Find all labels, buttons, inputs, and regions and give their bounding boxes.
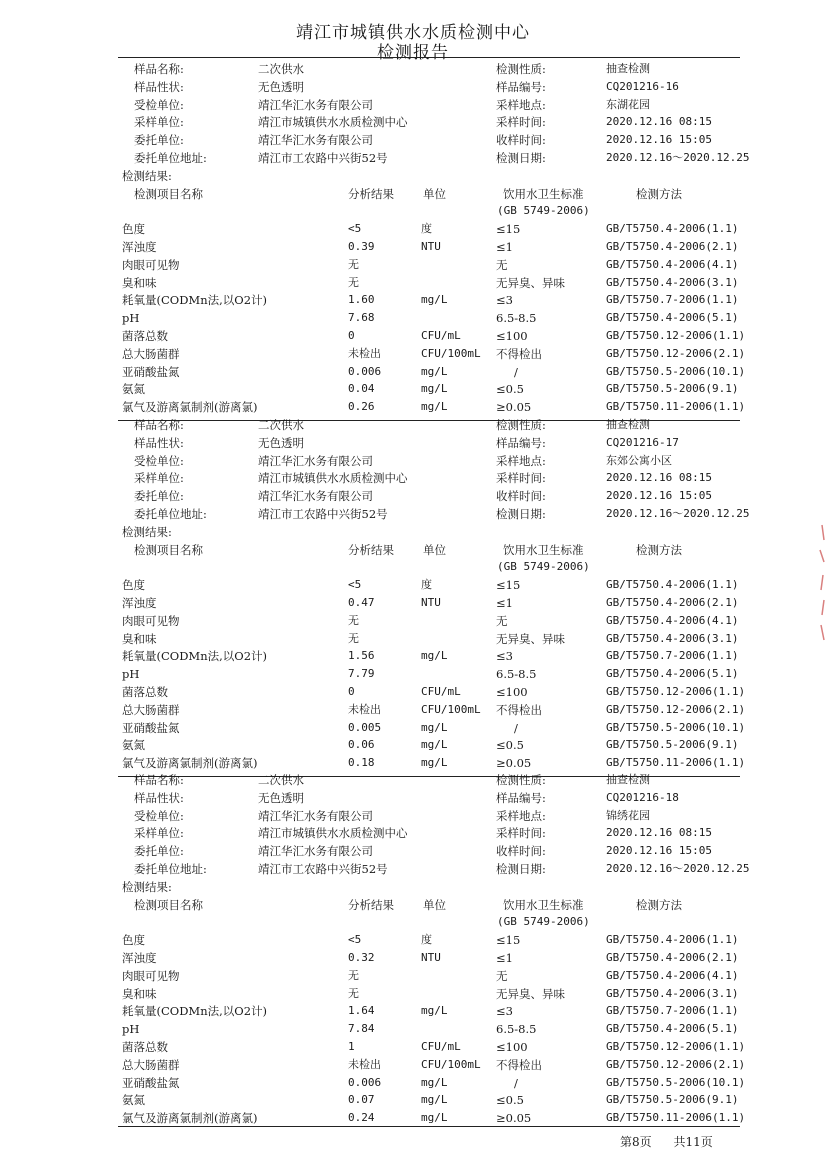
cell-item: 总大肠菌群 [122, 1057, 180, 1072]
cell-standard: ≥0.05 [496, 756, 532, 771]
info-label: 样品性状: [134, 435, 184, 450]
info-value: 靖江市城镇供水水质检测中心 [258, 471, 408, 486]
cell-method: GB/T5750.5-2006(10.1) [606, 364, 746, 378]
cell-result: 0.04 [348, 382, 375, 396]
cell-standard: 6.5-8.5 [496, 1022, 537, 1037]
info-value: 锦绣花园 [606, 808, 650, 822]
cell-item: 肉眼可见物 [122, 613, 180, 628]
cell-method: GB/T5750.7-2006(1.1) [606, 649, 739, 663]
cell-item: 菌落总数 [122, 685, 168, 699]
cell-unit: 度 [421, 222, 432, 236]
cell-unit: CFU/mL [421, 685, 461, 698]
info-label: 采样单位: [134, 826, 184, 841]
col-header-item: 检测项目名称 [134, 897, 203, 912]
col-header-unit: 单位 [423, 186, 446, 201]
cell-result: 未检出 [348, 1057, 381, 1071]
cell-result: 无 [348, 968, 359, 982]
cell-result: <5 [348, 578, 362, 592]
cell-method: GB/T5750.5-2006(9.1) [606, 382, 739, 396]
page-number: 第8页 [620, 1135, 652, 1149]
info-label: 检测性质: [496, 773, 546, 787]
cell-standard: / [514, 1075, 518, 1090]
col-header-unit: 单位 [423, 897, 446, 912]
cell-standard: 6.5-8.5 [496, 311, 537, 326]
cell-standard: 6.5-8.5 [496, 667, 537, 682]
divider [118, 1126, 740, 1127]
cell-result: 无 [348, 631, 359, 645]
info-value: 靖江市城镇供水水质检测中心 [258, 826, 408, 841]
cell-method: GB/T5750.11-2006(1.1) [606, 400, 746, 414]
info-label: 样品名称: [134, 773, 184, 787]
cell-method: GB/T5750.4-2006(1.1) [606, 222, 739, 236]
cell-result: <5 [348, 222, 362, 236]
cell-method: GB/T5750.12-2006(1.1) [606, 1040, 746, 1053]
cell-result: 无 [348, 257, 359, 271]
cell-unit: NTU [421, 951, 441, 964]
col-header-standard: 饮用水卫生标准 [503, 897, 584, 912]
cell-method: GB/T5750.12-2006(2.1) [606, 346, 746, 360]
info-value: 靖江华汇水务有限公司 [258, 97, 373, 112]
info-value: 靖江华汇水务有限公司 [258, 489, 373, 504]
info-label: 受检单位: [134, 97, 184, 112]
info-label: 受检单位: [134, 808, 184, 823]
cell-item: 亚硝酸盐氮 [122, 364, 180, 379]
cell-unit: CFU/mL [421, 1040, 461, 1053]
results-heading: 检测结果: [122, 879, 172, 894]
info-value: CQ201216-18 [606, 790, 679, 804]
cell-unit: CFU/100mL [421, 1057, 481, 1071]
cell-result: 7.79 [348, 667, 375, 681]
info-value: 抽查检测 [606, 418, 650, 431]
info-label: 收样时间: [496, 133, 546, 148]
cell-item: 氯气及游离氯制剂(游离氯) [122, 400, 258, 415]
cell-result: 0.47 [348, 596, 375, 609]
cell-standard: ≤3 [496, 1004, 513, 1019]
cell-method: GB/T5750.5-2006(9.1) [606, 738, 739, 752]
cell-result: 0.06 [348, 738, 375, 752]
info-value: 2020.12.16～2020.12.25 [606, 507, 750, 520]
info-value: 无色透明 [258, 435, 304, 450]
col-header-method: 检测方法 [636, 542, 682, 557]
cell-unit: CFU/100mL [421, 702, 481, 716]
cell-result: 未检出 [348, 346, 381, 360]
results-heading: 检测结果: [122, 168, 172, 183]
cell-item: 色度 [122, 222, 145, 237]
cell-method: GB/T5750.12-2006(2.1) [606, 702, 746, 716]
cell-standard: ≥0.05 [496, 1111, 532, 1126]
cell-method: GB/T5750.7-2006(1.1) [606, 293, 739, 307]
col-header-standard-code: (GB 5749-2006) [497, 204, 590, 218]
cell-result: 0.005 [348, 720, 382, 734]
cell-standard: ≤15 [496, 933, 521, 948]
cell-method: GB/T5750.5-2006(9.1) [606, 1093, 739, 1107]
cell-method: GB/T5750.7-2006(1.1) [606, 1004, 739, 1018]
info-label: 委托单位: [134, 844, 184, 859]
cell-unit: mg/L [421, 756, 448, 770]
info-value: 2020.12.16 15:05 [606, 489, 712, 503]
cell-item: 亚硝酸盐氮 [122, 720, 180, 735]
info-label: 采样地点: [496, 808, 546, 823]
cell-result: 0.07 [348, 1093, 375, 1107]
report-org-title: 靖江市城镇供水水质检测中心 [296, 23, 530, 43]
info-value: 二次供水 [258, 62, 304, 76]
col-header-method: 检测方法 [636, 897, 682, 912]
cell-standard: ≤1 [496, 596, 513, 610]
cell-result: 1.56 [348, 649, 375, 663]
info-value: CQ201216-16 [606, 79, 679, 93]
cell-unit: mg/L [421, 738, 448, 752]
cell-item: 色度 [122, 933, 145, 948]
cell-result: 0 [348, 685, 355, 698]
cell-result: 7.68 [348, 311, 375, 325]
col-header-result: 分析结果 [348, 542, 394, 557]
cell-unit: mg/L [421, 649, 448, 663]
cell-unit: mg/L [421, 382, 448, 396]
cell-result: 1.64 [348, 1004, 375, 1018]
cell-result: <5 [348, 933, 362, 947]
results-heading: 检测结果: [122, 524, 172, 539]
cell-item: 浑浊度 [122, 240, 157, 254]
col-header-standard: 饮用水卫生标准 [503, 186, 584, 201]
info-label: 样品性状: [134, 790, 184, 805]
cell-method: GB/T5750.4-2006(5.1) [606, 1022, 739, 1036]
info-label: 样品性状: [134, 79, 184, 94]
cell-standard: ≤0.5 [496, 382, 524, 397]
cell-item: 氨氮 [122, 738, 145, 753]
cell-unit: mg/L [421, 720, 448, 734]
cell-item: 总大肠菌群 [122, 702, 180, 717]
info-label: 委托单位地址: [134, 151, 207, 165]
cell-item: 氨氮 [122, 1093, 145, 1108]
report-title: 检测报告 [377, 43, 449, 63]
cell-result: 无 [348, 986, 359, 1000]
info-value: 2020.12.16 08:15 [606, 471, 712, 485]
col-header-standard: 饮用水卫生标准 [503, 542, 584, 557]
info-label: 委托单位: [134, 133, 184, 148]
cell-standard: ≤15 [496, 222, 521, 237]
cell-method: GB/T5750.4-2006(2.1) [606, 596, 739, 609]
cell-standard: 不得检出 [496, 1057, 542, 1072]
cell-result: 未检出 [348, 702, 381, 716]
cell-item: 氯气及游离氯制剂(游离氯) [122, 1111, 258, 1126]
info-label: 采样地点: [496, 453, 546, 468]
cell-standard: 无异臭、异味 [496, 275, 565, 290]
info-value: 靖江华汇水务有限公司 [258, 844, 373, 859]
cell-item: 菌落总数 [122, 329, 168, 343]
info-label: 样品名称: [134, 418, 184, 432]
cell-unit: 度 [421, 933, 432, 947]
cell-standard: / [514, 364, 518, 379]
cell-item: 耗氧量(CODMn法,以O2计) [122, 649, 268, 664]
cell-item: 氨氮 [122, 382, 145, 397]
cell-unit: mg/L [421, 1004, 448, 1018]
cell-item: 氯气及游离氯制剂(游离氯) [122, 756, 258, 771]
cell-item: 菌落总数 [122, 1040, 168, 1054]
cell-standard: ≤1 [496, 240, 513, 254]
info-value: 2020.12.16～2020.12.25 [606, 151, 750, 164]
cell-standard: ≤3 [496, 293, 513, 308]
cell-item: pH [122, 1022, 140, 1037]
cell-standard: ≤15 [496, 578, 521, 593]
cell-result: 1 [348, 1040, 355, 1053]
col-header-standard-code: (GB 5749-2006) [497, 915, 590, 929]
cell-standard: ≤0.5 [496, 1093, 524, 1108]
cell-unit: NTU [421, 240, 441, 253]
info-value: 靖江市工农路中兴街52号 [258, 151, 388, 165]
info-value: 东郊公寓小区 [606, 453, 672, 467]
info-value: 无色透明 [258, 79, 304, 94]
cell-standard: / [514, 720, 518, 735]
cell-result: 0.006 [348, 1075, 382, 1089]
cell-method: GB/T5750.4-2006(3.1) [606, 631, 739, 645]
cell-unit: mg/L [421, 1093, 448, 1107]
cell-result: 0.24 [348, 1111, 375, 1125]
cell-result: 无 [348, 613, 359, 627]
info-label: 样品编号: [496, 790, 546, 805]
info-value: 靖江华汇水务有限公司 [258, 133, 373, 148]
cell-result: 0.18 [348, 756, 375, 770]
info-value: 靖江市城镇供水水质检测中心 [258, 115, 408, 130]
info-label: 检测性质: [496, 62, 546, 76]
cell-method: GB/T5750.4-2006(2.1) [606, 951, 739, 964]
cell-unit: CFU/mL [421, 329, 461, 342]
cell-standard: ≤100 [496, 685, 528, 699]
cell-result: 0.32 [348, 951, 375, 964]
cell-method: GB/T5750.12-2006(1.1) [606, 685, 746, 698]
cell-method: GB/T5750.4-2006(5.1) [606, 311, 739, 325]
info-value: 二次供水 [258, 418, 304, 432]
cell-standard: ≤100 [496, 1040, 528, 1054]
info-value: 2020.12.16 15:05 [606, 844, 712, 858]
cell-method: GB/T5750.4-2006(3.1) [606, 275, 739, 289]
info-value: CQ201216-17 [606, 435, 679, 449]
cell-standard: ≤1 [496, 951, 513, 965]
cell-standard: 不得检出 [496, 702, 542, 717]
info-value: 2020.12.16 08:15 [606, 826, 712, 840]
cell-result: 0.006 [348, 364, 382, 378]
cell-method: GB/T5750.4-2006(4.1) [606, 257, 739, 271]
cell-item: 浑浊度 [122, 951, 157, 965]
cell-method: GB/T5750.4-2006(2.1) [606, 240, 739, 253]
page-footer [620, 1133, 731, 1150]
info-label: 检测日期: [496, 151, 546, 165]
info-value: 靖江华汇水务有限公司 [258, 808, 373, 823]
info-value: 抽查检测 [606, 773, 650, 786]
cell-item: 色度 [122, 578, 145, 593]
cell-item: 耗氧量(CODMn法,以O2计) [122, 1004, 268, 1019]
cell-result: 无 [348, 275, 359, 289]
cell-method: GB/T5750.5-2006(10.1) [606, 720, 746, 734]
divider [118, 57, 740, 58]
cell-method: GB/T5750.12-2006(2.1) [606, 1057, 746, 1071]
cell-method: GB/T5750.5-2006(10.1) [606, 1075, 746, 1089]
cell-method: GB/T5750.4-2006(4.1) [606, 968, 739, 982]
cell-item: 耗氧量(CODMn法,以O2计) [122, 293, 268, 308]
info-label: 样品编号: [496, 79, 546, 94]
info-label: 检测日期: [496, 862, 546, 876]
page-total: 共11页 [673, 1135, 713, 1149]
info-label: 委托单位地址: [134, 507, 207, 521]
info-label: 检测性质: [496, 418, 546, 432]
col-header-item: 检测项目名称 [134, 542, 203, 557]
cell-unit: mg/L [421, 400, 448, 414]
cell-unit: CFU/100mL [421, 346, 481, 360]
info-value: 二次供水 [258, 773, 304, 787]
cell-item: pH [122, 667, 140, 682]
cell-standard: ≤3 [496, 649, 513, 664]
cell-item: 臭和味 [122, 986, 157, 1001]
cell-standard: 无异臭、异味 [496, 631, 565, 646]
cell-item: 臭和味 [122, 631, 157, 646]
info-label: 采样地点: [496, 97, 546, 112]
info-label: 受检单位: [134, 453, 184, 468]
cell-item: pH [122, 311, 140, 326]
cell-unit: mg/L [421, 1111, 448, 1125]
cell-standard: 无异臭、异味 [496, 986, 565, 1001]
cell-unit: 度 [421, 578, 432, 592]
info-label: 样品编号: [496, 435, 546, 450]
info-label: 委托单位地址: [134, 862, 207, 876]
cell-item: 肉眼可见物 [122, 257, 180, 272]
cell-method: GB/T5750.12-2006(1.1) [606, 329, 746, 342]
cell-result: 1.60 [348, 293, 375, 307]
cell-standard: 无 [496, 257, 508, 272]
cell-method: GB/T5750.4-2006(1.1) [606, 578, 739, 592]
cell-item: 浑浊度 [122, 596, 157, 610]
col-header-result: 分析结果 [348, 186, 394, 201]
cell-unit: mg/L [421, 364, 448, 378]
cell-method: GB/T5750.4-2006(3.1) [606, 986, 739, 1000]
info-label: 样品名称: [134, 62, 184, 76]
cell-item: 亚硝酸盐氮 [122, 1075, 180, 1090]
info-label: 检测日期: [496, 507, 546, 521]
cell-unit: mg/L [421, 1075, 448, 1089]
cell-result: 0 [348, 329, 355, 342]
cell-result: 0.26 [348, 400, 375, 414]
cell-standard: ≥0.05 [496, 400, 532, 415]
col-header-result: 分析结果 [348, 897, 394, 912]
info-label: 采样时间: [496, 115, 546, 130]
cell-method: GB/T5750.11-2006(1.1) [606, 1111, 746, 1125]
cell-unit: mg/L [421, 293, 448, 307]
info-value: 无色透明 [258, 790, 304, 805]
info-label: 采样时间: [496, 471, 546, 486]
info-label: 委托单位: [134, 489, 184, 504]
col-header-method: 检测方法 [636, 186, 682, 201]
info-value: 2020.12.16 15:05 [606, 133, 712, 147]
cell-item: 总大肠菌群 [122, 346, 180, 361]
info-label: 采样时间: [496, 826, 546, 841]
cell-item: 肉眼可见物 [122, 968, 180, 983]
cell-method: GB/T5750.4-2006(4.1) [606, 613, 739, 627]
info-value: 2020.12.16 08:15 [606, 115, 712, 129]
info-label: 采样单位: [134, 115, 184, 130]
cell-standard: ≤0.5 [496, 738, 524, 753]
info-label: 收样时间: [496, 489, 546, 504]
info-label: 收样时间: [496, 844, 546, 859]
col-header-unit: 单位 [423, 542, 446, 557]
info-value: 2020.12.16～2020.12.25 [606, 862, 750, 875]
info-value: 靖江市工农路中兴街52号 [258, 507, 388, 521]
info-value: 东湖花园 [606, 97, 650, 111]
stamp-edge-mark [812, 520, 826, 650]
cell-result: 0.39 [348, 240, 375, 253]
info-value: 抽查检测 [606, 62, 650, 75]
info-value: 靖江华汇水务有限公司 [258, 453, 373, 468]
cell-method: GB/T5750.4-2006(5.1) [606, 667, 739, 681]
cell-standard: 无 [496, 968, 508, 983]
cell-item: 臭和味 [122, 275, 157, 290]
cell-result: 7.84 [348, 1022, 375, 1036]
cell-standard: 不得检出 [496, 346, 542, 361]
col-header-standard-code: (GB 5749-2006) [497, 560, 590, 574]
cell-unit: NTU [421, 596, 441, 609]
cell-method: GB/T5750.4-2006(1.1) [606, 933, 739, 947]
cell-standard: 无 [496, 613, 508, 628]
col-header-item: 检测项目名称 [134, 186, 203, 201]
cell-method: GB/T5750.11-2006(1.1) [606, 756, 746, 770]
info-label: 采样单位: [134, 471, 184, 486]
cell-standard: ≤100 [496, 329, 528, 343]
info-value: 靖江市工农路中兴街52号 [258, 862, 388, 876]
